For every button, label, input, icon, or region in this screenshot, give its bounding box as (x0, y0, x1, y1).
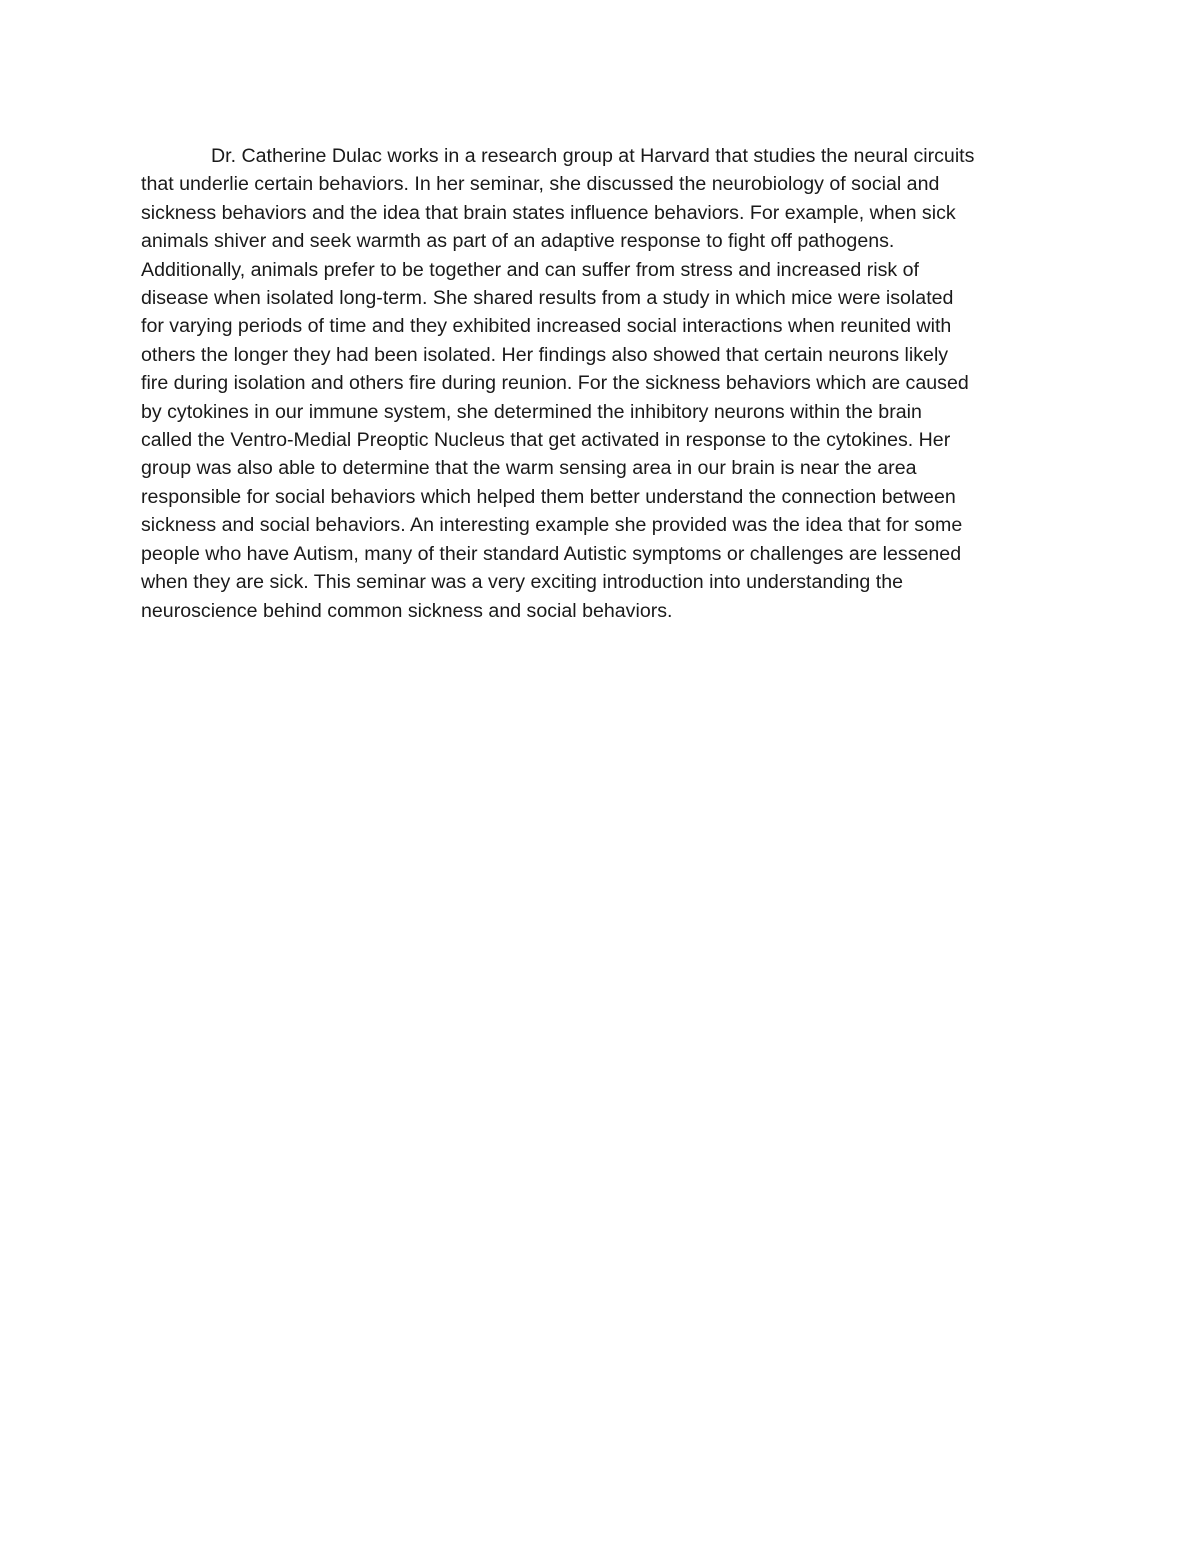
paragraph-line: group was also able to determine that the warm sensing area in our brain is near the area (141, 457, 917, 480)
paragraph-line: disease when isolated long-term. She shared results from a study in which mice were isolated (141, 287, 954, 310)
paragraph-line: Additionally, animals prefer to be together and can suffer from stress and increased risk of (141, 258, 919, 281)
paragraph-line: for varying periods of time and they exhibited increased social interactions when reunited with (141, 315, 952, 338)
paragraph-line: called the Ventro-Medial Preoptic Nucleus that get activated in response to the cytokines. Her (141, 429, 951, 452)
paragraph-line: Dr. Catherine Dulac works in a research group at Harvard that studies the neural circuits (211, 145, 975, 167)
paragraph-line: sickness behaviors and the idea that brain states influence behaviors. For example, when sick (141, 201, 956, 224)
paragraph-line: fire during isolation and others fire during reunion. For the sickness behaviors which are caused (141, 372, 969, 395)
paragraph-line: animals shiver and seek warmth as part of an adaptive response to fight off pathogens. (141, 230, 895, 253)
paragraph-line: people who have Autism, many of their standard Autistic symptoms or challenges are lessened (141, 542, 962, 565)
paragraph-line: sickness and social behaviors. An interesting example she provided was the idea that for some (141, 514, 963, 537)
paragraph-line: by cytokines in our immune system, she determined the inhibitory neurons within the brain (141, 400, 922, 423)
paragraph-line: when they are sick. This seminar was a very exciting introduction into understanding the (141, 571, 904, 594)
paragraph-line: responsible for social behaviors which helped them better understand the connection between (141, 485, 956, 508)
paragraph-line: that underlie certain behaviors. In her seminar, she discussed the neurobiology of social and (141, 173, 940, 196)
paragraph-line: neuroscience behind common sickness and social behaviors. (141, 599, 673, 622)
body-paragraph (141, 142, 1061, 625)
paragraph-line: others the longer they had been isolated. Her findings also showed that certain neurons likely (141, 343, 949, 366)
